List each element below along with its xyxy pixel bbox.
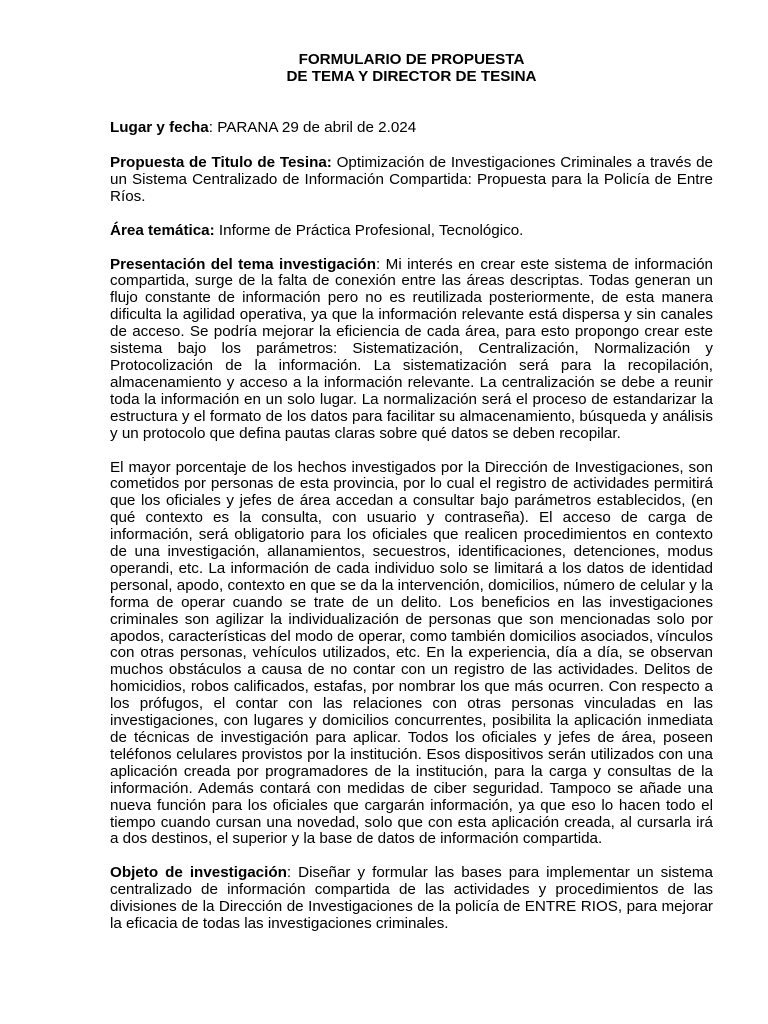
title-line-1: FORMULARIO DE PROPUESTA (298, 51, 525, 68)
mayor-porcentaje-paragraph: El mayor porcentaje de los hechos investigados por la Dirección de Investigaciones, son cometidos por personas de esta provincia, por lo cual el registro de actividades permitirá que los oficiales y jefes de área accedan a consultar bajo parámetros establecidos, (en qué contexto es la consulta, con usuario y contraseña). El acceso de carga de información, será obligatorio para los oficiales que realicen procedimientos en contexto de una investigación, allanamientos, secuestros, identificaciones, detenciones, modus operandi, etc. La información de cada individuo solo se limitará a los datos de identidad personal, apodo, contexto en que se da la intervención, domicilios, número de celular y la forma de operar cuando se trate de un delito. Los beneficios en las investigaciones criminales son agilizar la individualización de personas que son mencionadas solo por apodos, características del modo de operar, como también domicilios asociados, vínculos con otras personas, vehículos utilizados, etc. En la experiencia, día a día, se observan muchos obstáculos a causa de no contar con un registro de las actividades. Delitos de homicidios, robos calificados, estafas, por nombrar los que más ocurren. Con respecto a los prófugos, el contar con las relaciones con otras personas vinculadas en las investigaciones, con lugares y domicilios concurrentes, posibilita la aplicación inmediata de técnicas de investigación para aplicar. Todos los oficiales y jefes de área, poseen teléfonos celulares provistos por la institución. Esos dispositivos serán utilizados con una aplicación creada por programadores de la institución, para la carga y consultas de la información. Además contará con medidas de ciber seguridad. Tampoco se añade una nueva función para los oficiales que cargarán información, ya que eso lo hacen todo el tiempo cuando cursan una novedad, solo que con esta aplicación creada, al cursarla irá a dos destinos, el superior y la base de datos de información compartida. (110, 458, 713, 848)
lugar-fecha-paragraph (110, 120, 713, 137)
presentacion-paragraph (110, 257, 713, 443)
area-tematica-label: Área temática: (110, 221, 215, 239)
objeto-investigacion-text: : Diseñar y formular las bases para implementar un sistema centralizado de información compartida de las actividades y procedimientos de las divisiones de la Dirección de Investigaciones de la policía de ENTRE RIOS, para mejorar la eficacia de todas las investigaciones criminales. (110, 864, 713, 933)
document-title (110, 52, 713, 85)
objeto-investigacion-paragraph (110, 865, 713, 933)
propuesta-titulo-paragraph (110, 155, 713, 206)
lugar-fecha-value: : PARANA 29 de abril de 2.024 (208, 119, 417, 136)
objeto-investigacion-label: Objeto de investigación (110, 864, 287, 882)
propuesta-titulo-label: Propuesta de Titulo de Tesina: (110, 153, 332, 171)
document-page (110, 52, 713, 933)
presentacion-text: : Mi interés en crear este sistema de información compartida, surge de la falta de conexión entre las áreas descriptas. Todas generan un flujo constante de información pero no es reutilizada posteriormente, de esta manera dificulta la agilidad operativa, ya que la información relevante está dispersa y sin canales de acceso. Se podría mejorar la eficiencia de cada área, para esto propongo crear este sistema bajo los parámetros: Sistematización, Centralización, Normalización y Protocolización de la información. La sistematización será para la recopilación, almacenamiento y acceso a la información relevante. La centralización se debe a reunir toda la información en un solo lugar. La normalización será el proceso de estandarizar la estructura y el formato de los datos para facilitar su almacenamiento, búsqueda y análisis y un protocolo que defina pautas claras sobre qué datos se deben recopilar. (110, 255, 714, 442)
presentacion-label: Presentación del tema investigación (110, 255, 377, 273)
area-tematica-value: Informe de Práctica Profesional, Tecnológico. (214, 221, 524, 239)
propuesta-titulo-value: Optimización de Investigaciones Criminales a través de un Sistema Centralizado de Información Compartida: Propuesta para la Policía de Entre Ríos. (110, 153, 713, 205)
title-line-2: DE TEMA Y DIRECTOR DE TESINA (286, 67, 537, 85)
area-tematica-paragraph (110, 223, 713, 240)
lugar-fecha-label: Lugar y fecha (110, 119, 209, 136)
